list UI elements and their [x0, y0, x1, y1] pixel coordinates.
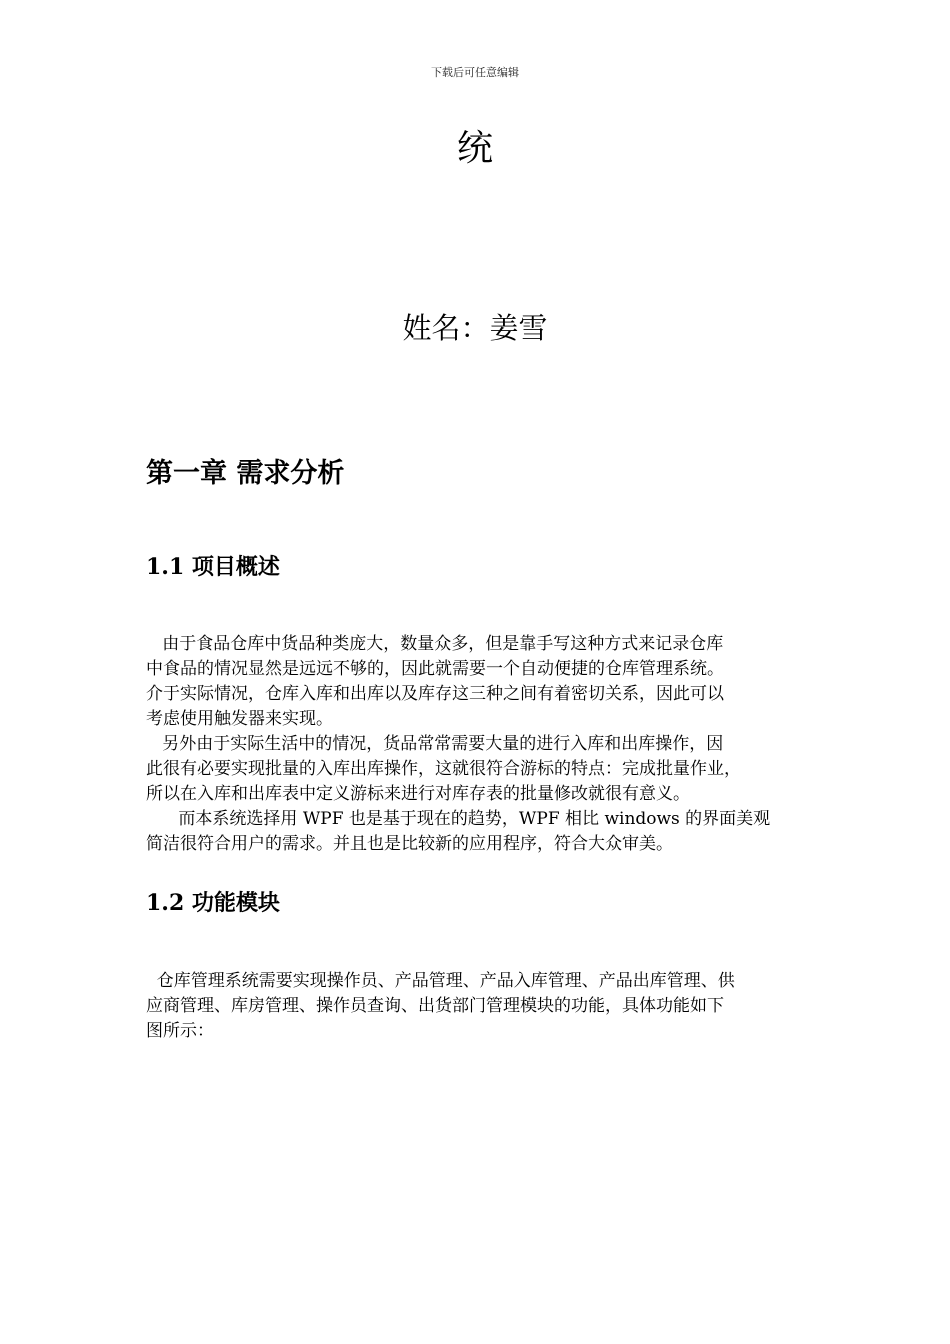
paragraph-line: 考虑使用触发器来实现。	[146, 709, 333, 729]
document-title: 统	[456, 128, 493, 169]
paragraph-line: 此很有必要实现批量的入库出库操作，这就很符合游标的特点：完成批量作业，	[146, 759, 741, 779]
paragraph-line: 而本系统选择用 WPF 也是基于现在的趋势，WPF 相比 windows 的界面美观	[146, 809, 771, 829]
overview-paragraph	[146, 632, 826, 857]
section-heading-overview: 1.1 项目概述	[146, 554, 280, 580]
paragraph-line: 另外由于实际生活中的情况，货品常常需要大量的进行入库和出库操作，因	[146, 734, 724, 754]
paragraph-line: 应商管理、库房管理、操作员查询、出货部门管理模块的功能，具体功能如下	[146, 996, 724, 1016]
paragraph-line: 图所示：	[146, 1021, 214, 1041]
modules-paragraph	[146, 969, 826, 1044]
header-note: 下载后可任意编辑	[431, 66, 519, 79]
paragraph-line: 所以在入库和出库表中定义游标来进行对库存表的批量修改就很有意义。	[146, 784, 690, 804]
section-heading-modules: 1.2 功能模块	[146, 890, 280, 916]
author-line: 姓名：姜雪	[402, 311, 548, 345]
paragraph-line: 中食品的情况显然是远远不够的，因此就需要一个自动便捷的仓库管理系统。	[146, 659, 724, 679]
paragraph-line: 仓库管理系统需要实现操作员、产品管理、产品入库管理、产品出库管理、供	[146, 971, 735, 991]
chapter-heading: 第一章 需求分析	[146, 458, 345, 489]
paragraph-line: 由于食品仓库中货品种类庞大，数量众多，但是靠手写这种方式来记录仓库	[146, 634, 724, 654]
paragraph-line: 介于实际情况，仓库入库和出库以及库存这三种之间有着密切关系，因此可以	[146, 684, 724, 704]
paragraph-line: 简洁很符合用户的需求。并且也是比较新的应用程序，符合大众审美。	[146, 834, 673, 854]
